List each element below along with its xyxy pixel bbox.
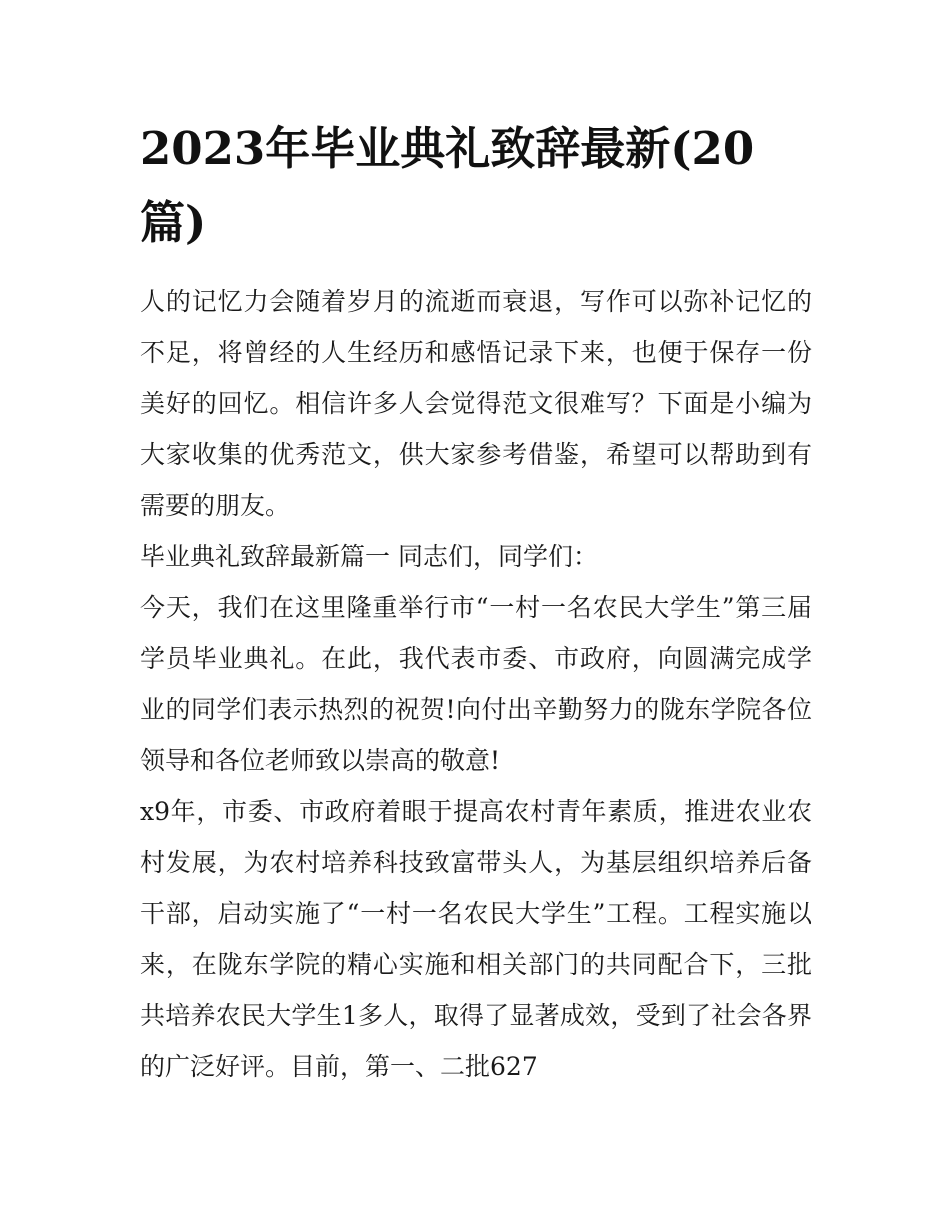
body-paragraph: 今天，我们在这里隆重举行市“一村一名农民大学生”第三届学员毕业典礼。在此，我代表市委、市政府，向圆满完成学业的同学们表示热烈的祝贺!向付出辛勤努力的陇东学院各位领导和各位老师致以崇高的敬意! (140, 593, 812, 775)
body-paragraph: x9年，市委、市政府着眼于提高农村青年素质，推进农业农村发展，为农村培养科技致富带头人，为基层组织培养后备干部，启动实施了“一村一名农民大学生”工程。工程实施以来，在陇东学院的精心实施和相关部门的共同配合下，三批共培养农民大学生1多人，取得了显著成效，受到了社会各界的广泛好评。目前，第一、二批627 (140, 797, 812, 1081)
document-body (140, 112, 812, 1092)
section-heading-paragraph: 毕业典礼致辞最新篇一 同志们，同学们： (140, 542, 598, 571)
document-title: 2023年毕业典礼致辞最新(20篇) (140, 122, 755, 249)
intro-paragraph: 人的记忆力会随着岁月的流逝而衰退，写作可以弥补记忆的不足，将曾经的人生经历和感悟记录下来，也便于保存一份美好的回忆。相信许多人会觉得范文很难写？下面是小编为大家收集的优秀范文，供大家参考借鉴，希望可以帮助到有需要的朋友。 (140, 287, 812, 520)
